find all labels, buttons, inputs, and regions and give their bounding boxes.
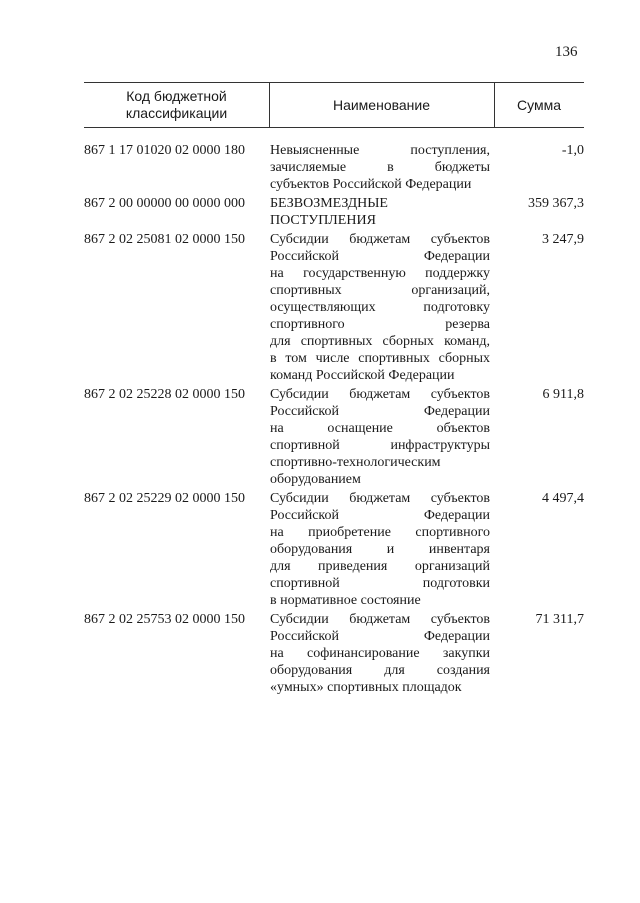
row-code: 867 2 02 25753 02 0000 150	[84, 612, 245, 627]
row-name-line: в нормативное состояние	[270, 593, 421, 608]
table-row	[84, 231, 584, 384]
row-name	[270, 611, 490, 696]
row-name-line: спортивной подготовки	[270, 576, 490, 591]
row-name-line: осуществляющих подготовку	[270, 300, 490, 315]
row-name-line: Российской Федерации	[270, 404, 490, 419]
row-code: 867 2 02 25228 02 0000 150	[84, 387, 245, 402]
header-code-column	[84, 83, 269, 127]
row-name-line: спортивной инфраструктуры	[270, 438, 490, 453]
row-name-line: на софинансирование закупки	[270, 646, 490, 661]
row-name-line: Российской Федерации	[270, 249, 490, 264]
table-row	[84, 142, 584, 193]
row-name	[270, 231, 490, 384]
row-name-line: для спортивных сборных команд,	[270, 334, 490, 349]
row-name-line: для приведения организаций	[270, 559, 490, 574]
row-sum: 3 247,9	[542, 232, 584, 247]
row-name-line: спортивно-технологическим	[270, 455, 441, 470]
row-name-line: Невыясненные поступления,	[270, 143, 490, 158]
row-sum: 359 367,3	[528, 196, 584, 211]
row-name-line: Субсидии бюджетам субъектов	[270, 387, 490, 402]
row-name-line: спортивных организаций,	[270, 283, 490, 298]
page-number: 136	[555, 44, 578, 60]
table-row	[84, 386, 584, 488]
row-name-line: Субсидии бюджетам субъектов	[270, 491, 490, 506]
row-name	[270, 195, 490, 229]
header-sum-column: Сумма	[517, 96, 561, 113]
row-name-line: команд Российской Федерации	[270, 368, 455, 383]
row-name-line: на оснащение объектов	[270, 421, 490, 436]
row-name-line: на приобретение спортивного	[270, 525, 490, 540]
header-name-column: Наименование	[332, 96, 431, 113]
table-row	[84, 195, 584, 229]
row-code: 867 2 02 25229 02 0000 150	[84, 491, 245, 506]
row-name	[270, 142, 490, 193]
row-name-line: оборудованием	[270, 472, 361, 487]
row-name-line: на государственную поддержку	[270, 266, 490, 281]
row-name-line: Российской Федерации	[270, 629, 490, 644]
row-name-line: оборудования для создания	[270, 663, 490, 678]
row-sum: -1,0	[561, 143, 584, 158]
row-name-line: Российской Федерации	[270, 508, 490, 523]
table-row	[84, 611, 584, 696]
row-name	[270, 490, 490, 609]
row-name-line: в том числе спортивных сборных	[270, 351, 490, 366]
row-code: 867 2 02 25081 02 0000 150	[84, 232, 245, 247]
table-header	[84, 82, 584, 128]
table-body	[84, 142, 584, 698]
row-name-line: оборудования и инвентаря	[270, 542, 490, 557]
header-code-label-line2: классификации	[125, 105, 228, 121]
row-code: 867 1 17 01020 02 0000 180	[84, 143, 245, 158]
row-name-line: Субсидии бюджетам субъектов	[270, 232, 490, 247]
row-name-line: ПОСТУПЛЕНИЯ	[270, 213, 376, 228]
row-sum: 6 911,8	[542, 387, 584, 402]
row-name-line: спортивного резерва	[270, 317, 490, 332]
row-name-line: Субсидии бюджетам субъектов	[270, 612, 490, 627]
row-sum: 71 311,7	[535, 612, 584, 627]
table-row	[84, 490, 584, 609]
row-name	[270, 386, 490, 488]
header-code-label-line1: Код бюджетной	[126, 88, 227, 104]
row-name-line: «умных» спортивных площадок	[270, 680, 462, 695]
row-name-line: зачисляемые в бюджеты	[270, 160, 490, 175]
row-sum: 4 497,4	[542, 491, 584, 506]
row-name-line: субъектов Российской Федерации	[270, 177, 472, 192]
row-code: 867 2 00 00000 00 0000 000	[84, 196, 245, 211]
row-name-line: БЕЗВОЗМЕЗДНЫЕ	[270, 196, 388, 211]
